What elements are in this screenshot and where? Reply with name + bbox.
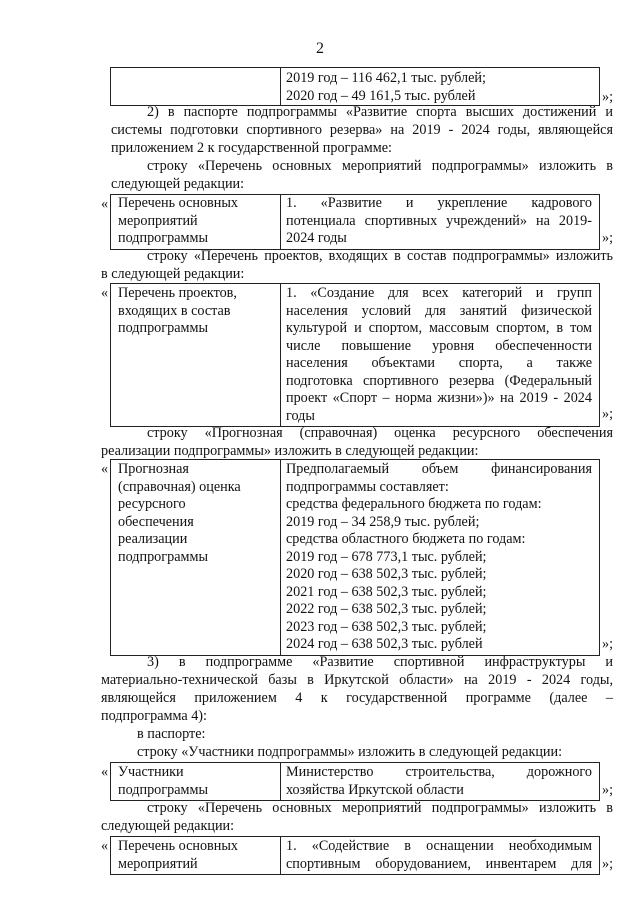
- closing-quote: »;: [602, 782, 614, 798]
- block2-right-line: подготовка спортивного резерва (Федеральный: [286, 372, 592, 389]
- block5-left-cell: [118, 838, 276, 873]
- paragraph-line: 2) в паспорте подпрограммы «Развитие спорта высших достижений и: [147, 104, 613, 120]
- block1-left-line: мероприятий: [118, 212, 198, 229]
- block5-right-line: спортивным оборудованием, инвентарем для: [286, 855, 592, 872]
- block3-left-line: ресурсного: [118, 496, 186, 512]
- block2-right-line: населения условий для занятий физической: [286, 302, 592, 319]
- block1-right-line: 1. «Развитие и укрепление кадрового: [286, 195, 592, 211]
- paragraph-line: строку «Перечень основных мероприятий подпрограммы» изложить в: [147, 800, 613, 816]
- closing-quote: »;: [602, 89, 614, 105]
- block2-right-cell: [286, 285, 592, 425]
- block2-right-line: населения объектами спорта, а также: [286, 355, 592, 371]
- block1-left-line: Перечень основных: [118, 195, 238, 211]
- block5-left-line: Перечень основных: [118, 838, 238, 854]
- block0-right-cell: [286, 70, 591, 105]
- block5-right-line: 1. «Содействие в оснащении необходимым: [286, 838, 592, 854]
- block3-left-line: обеспечения: [118, 513, 194, 530]
- block3-left-line: подпрограммы: [118, 548, 208, 565]
- block2-right-line: годы: [286, 407, 315, 424]
- block4-left-line: Участники: [118, 764, 184, 780]
- block3-right-line: 2021 год – 638 502,3 тыс. рублей;: [286, 583, 487, 600]
- paragraph-line: строку «Участники подпрограммы» изложить в следующей редакции:: [137, 744, 563, 760]
- block1-left-line: подпрограммы: [118, 230, 208, 246]
- block3-right-line: 2020 год – 638 502,3 тыс. рублей;: [286, 566, 487, 582]
- paragraph-line: в паспорте:: [137, 726, 206, 742]
- paragraph-line: строку «Перечень основных мероприятий подпрограммы» изложить в: [147, 158, 613, 174]
- paragraph-line: приложением 2 к государственной программе:: [111, 140, 392, 156]
- block3-right-line: Предполагаемый объем финансирования: [286, 461, 592, 477]
- paragraph-line: реализации подпрограммы» изложить в следующей редакции:: [101, 443, 479, 459]
- block3-left-cell: [118, 461, 276, 566]
- block2-left-line: Перечень проектов,: [118, 285, 237, 301]
- block2-left-line: входящих в состав: [118, 302, 231, 319]
- closing-quote: »;: [602, 230, 614, 246]
- opening-quote: «: [101, 838, 109, 854]
- paragraph-line: материально-технической базы в Иркутской области» на 2019 - 2024 годы,: [101, 672, 613, 688]
- block4-right-cell: [286, 764, 592, 799]
- block3-right-line: средства федерального бюджета по годам:: [286, 496, 542, 512]
- opening-quote: «: [101, 285, 109, 301]
- block1-right-cell: [286, 195, 592, 248]
- paragraph-line: системы подготовки спортивного резерва» на 2019 - 2024 годы, являющейся: [111, 122, 613, 138]
- block3-right-line: подпрограммы составляет:: [286, 478, 449, 495]
- block4-right-line: хозяйства Иркутской области: [286, 781, 464, 798]
- paragraph-line: следующей редакции:: [101, 818, 235, 834]
- opening-quote: «: [101, 764, 109, 780]
- block4-left-line: подпрограммы: [118, 781, 208, 798]
- block5-right-cell: [286, 838, 592, 873]
- block3-left-line: реализации: [118, 531, 188, 547]
- block3-left-line: (справочная) оценка: [118, 478, 241, 495]
- block3-right-line: средства областного бюджета по годам:: [286, 531, 526, 547]
- block0-line: 2019 год – 116 462,1 тыс. рублей;: [286, 70, 486, 86]
- block3-right-line: 2019 год – 678 773,1 тыс. рублей;: [286, 548, 487, 565]
- paragraph-line: строку «Прогнозная (справочная) оценка ресурсного обеспечения: [147, 425, 613, 441]
- block3-right-line: 2019 год – 34 258,9 тыс. рублей;: [286, 513, 480, 530]
- paragraph-line: в следующей редакции:: [101, 266, 245, 282]
- closing-quote: »;: [602, 856, 614, 872]
- block4-left-cell: [118, 764, 276, 799]
- block5-left-line: мероприятий: [118, 855, 198, 872]
- closing-quote: »;: [602, 406, 614, 422]
- block4-right-line: Министерство строительства, дорожного: [286, 764, 592, 780]
- block1-right-line: потенциала спортивных учреждений» на 2019-: [286, 212, 592, 229]
- paragraph-line: подпрограмма 4):: [101, 708, 207, 724]
- block1-left-cell: [118, 195, 276, 248]
- block0-line: 2020 год – 49 161,5 тыс. рублей: [286, 87, 476, 104]
- block2-right-line: числе повышение уровня обеспеченности: [286, 337, 592, 354]
- paragraph-line: 3) в подпрограмме «Развитие спортивной инфраструктуры и: [147, 654, 613, 670]
- page-number: 2: [316, 40, 324, 57]
- block3-right-line: 2024 год – 638 502,3 тыс. рублей: [286, 636, 483, 652]
- paragraph-line: являющейся приложением 4 к государственной программе (далее –: [101, 690, 613, 706]
- block3-right-line: 2022 год – 638 502,3 тыс. рублей;: [286, 601, 487, 617]
- closing-quote: »;: [602, 636, 614, 652]
- block1-right-line: 2024 годы: [286, 230, 347, 246]
- block3-left-line: Прогнозная: [118, 461, 189, 477]
- block2-left-line: подпрограммы: [118, 320, 208, 336]
- block2-right-line: 1. «Создание для всех категорий и групп: [286, 285, 592, 301]
- block3-right-cell: [286, 461, 592, 654]
- block2-left-cell: [118, 285, 276, 338]
- opening-quote: «: [101, 196, 109, 212]
- block3-right-line: 2023 год – 638 502,3 тыс. рублей;: [286, 618, 487, 635]
- paragraph-line: строку «Перечень проектов, входящих в состав подпрограммы» изложить: [147, 248, 613, 264]
- paragraph-line: следующей редакции:: [111, 176, 245, 192]
- block2-right-line: проект «Спорт – норма жизни»)» на 2019 - 2024: [286, 390, 592, 406]
- block2-right-line: культурой и спортом, массовым спортом, в том: [286, 320, 592, 336]
- opening-quote: «: [101, 461, 109, 477]
